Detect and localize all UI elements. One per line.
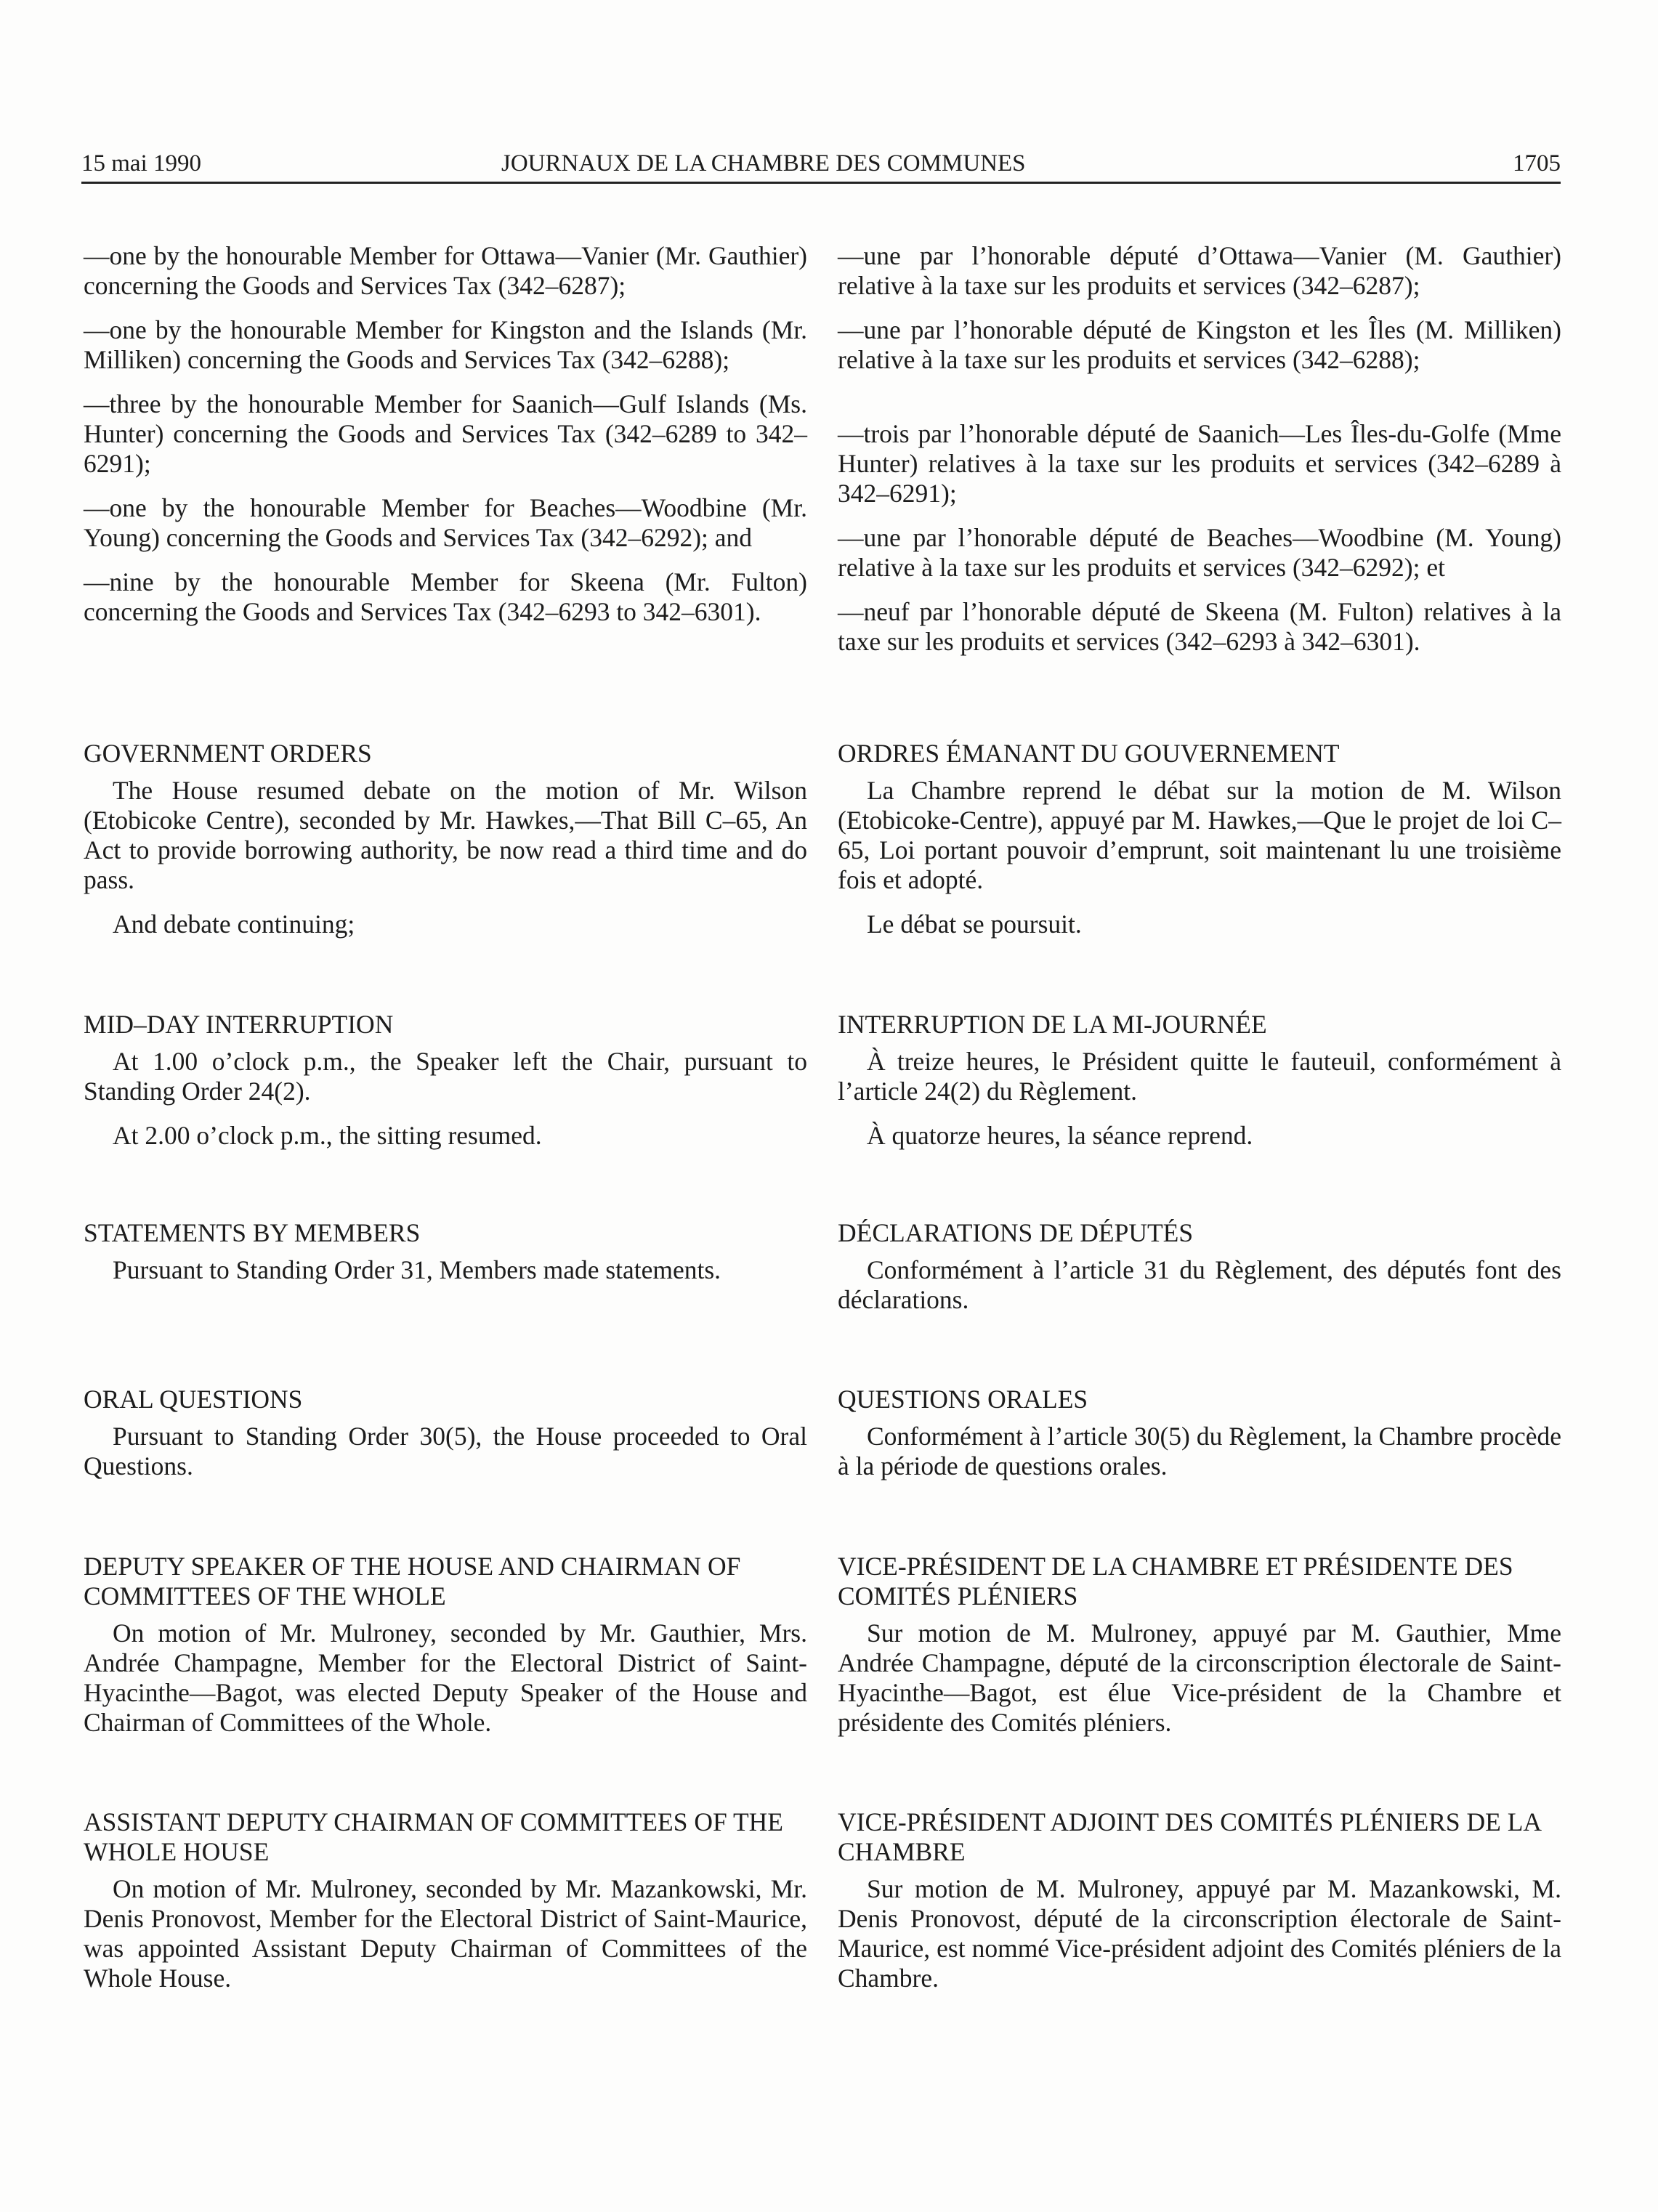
- statements-fr: [838, 1218, 1561, 1315]
- section-paragraph: The House resumed debate on the motion of Mr. Wilson (Etobicoke Centre), seconded by Mr. Hawkes,—That Bill C–65, An Act to provide borrowing authority, be now read a third time and do pass.: [84, 776, 807, 894]
- section-heading: ORAL QUESTIONS: [84, 1385, 303, 1414]
- section-heading: STATEMENTS BY MEMBERS: [84, 1218, 421, 1247]
- header-date: 15 mai 1990: [81, 150, 201, 177]
- section-paragraph: Sur motion de M. Mulroney, appuyé par M. Gauthier, Mme Andrée Champagne, député de la circonscription électorale de Saint-Hyacinthe—Bagot, est élue Vice-président de la Chambre et présidente des Comités pléniers.: [838, 1619, 1561, 1737]
- petition-item: —one by the honourable Member for Ottawa—Vanier (Mr. Gauthier) concerning the Goods and Services Tax (342–6287);: [84, 241, 807, 300]
- section-paragraph: Le débat se poursuit.: [867, 909, 1082, 939]
- section-paragraph: Pursuant to Standing Order 31, Members made statements.: [113, 1255, 721, 1284]
- section-paragraph: À quatorze heures, la séance reprend.: [867, 1121, 1253, 1150]
- section-paragraph: Pursuant to Standing Order 30(5), the House proceeded to Oral Questions.: [84, 1422, 807, 1480]
- section-heading: VICE-PRÉSIDENT ADJOINT DES COMITÉS PLÉNIERS DE LA CHAMBRE: [838, 1807, 1541, 1866]
- section-paragraph: On motion of Mr. Mulroney, seconded by Mr. Mazankowski, Mr. Denis Pronovost, Member for the Electoral District of Saint-Maurice, was appointed Assistant Deputy Chairman of Committees of the Whole House.: [84, 1874, 807, 1993]
- section-heading: MID–DAY INTERRUPTION: [84, 1010, 394, 1039]
- section-paragraph: At 2.00 o’clock p.m., the sitting resumed.: [113, 1121, 542, 1150]
- midday-fr: [838, 1010, 1561, 1151]
- assistant-deputy-en: [84, 1807, 807, 1993]
- section-paragraph: Sur motion de M. Mulroney, appuyé par M. Mazankowski, M. Denis Pronovost, député de la circonscription électorale de Saint-Maurice, est nommé Vice-président adjoint des Comités pléniers de la Chambre.: [838, 1874, 1561, 1993]
- section-paragraph: At 1.00 o’clock p.m., the Speaker left the Chair, pursuant to Standing Order 24(2).: [84, 1047, 807, 1106]
- section-paragraph: Conformément à l’article 30(5) du Règlement, la Chambre procède à la période de questions orales.: [838, 1422, 1561, 1480]
- section-paragraph: Conformément à l’article 31 du Règlement, des députés font des déclarations.: [838, 1255, 1561, 1314]
- oral-questions-en: [84, 1385, 807, 1481]
- section-heading: ASSISTANT DEPUTY CHAIRMAN OF COMMITTEES OF THE WHOLE HOUSE: [84, 1807, 783, 1866]
- section-paragraph: On motion of Mr. Mulroney, seconded by Mr. Gauthier, Mrs. Andrée Champagne, Member for the Electoral District of Saint-Hyacinthe—Bagot, was elected Deputy Speaker of the House and Chairman of Committees of the Whole.: [84, 1619, 807, 1737]
- petition-item: —une par l’honorable député d’Ottawa—Vanier (M. Gauthier) relative à la taxe sur les produits et services (342–6287);: [838, 241, 1561, 300]
- section-heading: INTERRUPTION DE LA MI-JOURNÉE: [838, 1010, 1267, 1039]
- petition-item: —one by the honourable Member for Kingston and the Islands (Mr. Milliken) concerning the Goods and Services Tax (342–6288);: [84, 315, 807, 374]
- midday-en: [84, 1010, 807, 1151]
- section-heading: DEPUTY SPEAKER OF THE HOUSE AND CHAIRMAN OF COMMITTEES OF THE WHOLE: [84, 1552, 741, 1611]
- deputy-speaker-en: [84, 1552, 807, 1738]
- petitions-fr: [838, 241, 1561, 657]
- petitions-en: [84, 241, 807, 627]
- header-title: JOURNAUX DE LA CHAMBRE DES COMMUNES: [501, 150, 1026, 177]
- section-paragraph: À treize heures, le Président quitte le fauteuil, conformément à l’article 24(2) du Règlement.: [838, 1047, 1561, 1106]
- deputy-speaker-fr: [838, 1552, 1561, 1738]
- section-heading: VICE-PRÉSIDENT DE LA CHAMBRE ET PRÉSIDENTE DES COMITÉS PLÉNIERS: [838, 1552, 1513, 1611]
- government-orders-en: [84, 739, 807, 939]
- government-orders-fr: [838, 739, 1561, 939]
- petition-item: —nine by the honourable Member for Skeena (Mr. Fulton) concerning the Goods and Services Tax (342–6293 to 342–6301).: [84, 567, 807, 626]
- section-paragraph: La Chambre reprend le débat sur la motion de M. Wilson (Etobicoke-Centre), appuyé par M. Hawkes,—Que le projet de loi C–65, Loi portant pouvoir d’emprunt, soit maintenant lu une troisième fois et adopté.: [838, 776, 1561, 894]
- petition-item: —une par l’honorable député de Kingston et les Îles (M. Milliken) relative à la taxe sur les produits et services (342–6288);: [838, 315, 1561, 374]
- petition-item: —une par l’honorable député de Beaches—Woodbine (M. Young) relative à la taxe sur les produits et services (342–6292); et: [838, 523, 1561, 582]
- oral-questions-fr: [838, 1385, 1561, 1481]
- petition-item: —neuf par l’honorable député de Skeena (M. Fulton) relatives à la taxe sur les produits et services (342–6293 à 342–6301).: [838, 597, 1561, 656]
- section-heading: GOVERNMENT ORDERS: [84, 739, 372, 768]
- section-paragraph: And debate continuing;: [113, 909, 355, 939]
- running-header: [81, 145, 1561, 184]
- statements-en: [84, 1218, 807, 1285]
- page-number: 1705: [1513, 150, 1561, 177]
- section-heading: QUESTIONS ORALES: [838, 1385, 1088, 1414]
- section-heading: DÉCLARATIONS DE DÉPUTÉS: [838, 1218, 1194, 1247]
- section-heading: ORDRES ÉMANANT DU GOUVERNEMENT: [838, 739, 1340, 768]
- petition-item: —three by the honourable Member for Saanich—Gulf Islands (Ms. Hunter) concerning the Goods and Services Tax (342–6289 to 342–6291);: [84, 389, 807, 478]
- petition-item: —one by the honourable Member for Beaches—Woodbine (Mr. Young) concerning the Goods and Services Tax (342–6292); and: [84, 493, 807, 552]
- petition-item: —trois par l’honorable député de Saanich—Les Îles-du-Golfe (Mme Hunter) relatives à la taxe sur les produits et services (342–6289 à 342–6291);: [838, 419, 1561, 508]
- assistant-deputy-fr: [838, 1807, 1561, 1993]
